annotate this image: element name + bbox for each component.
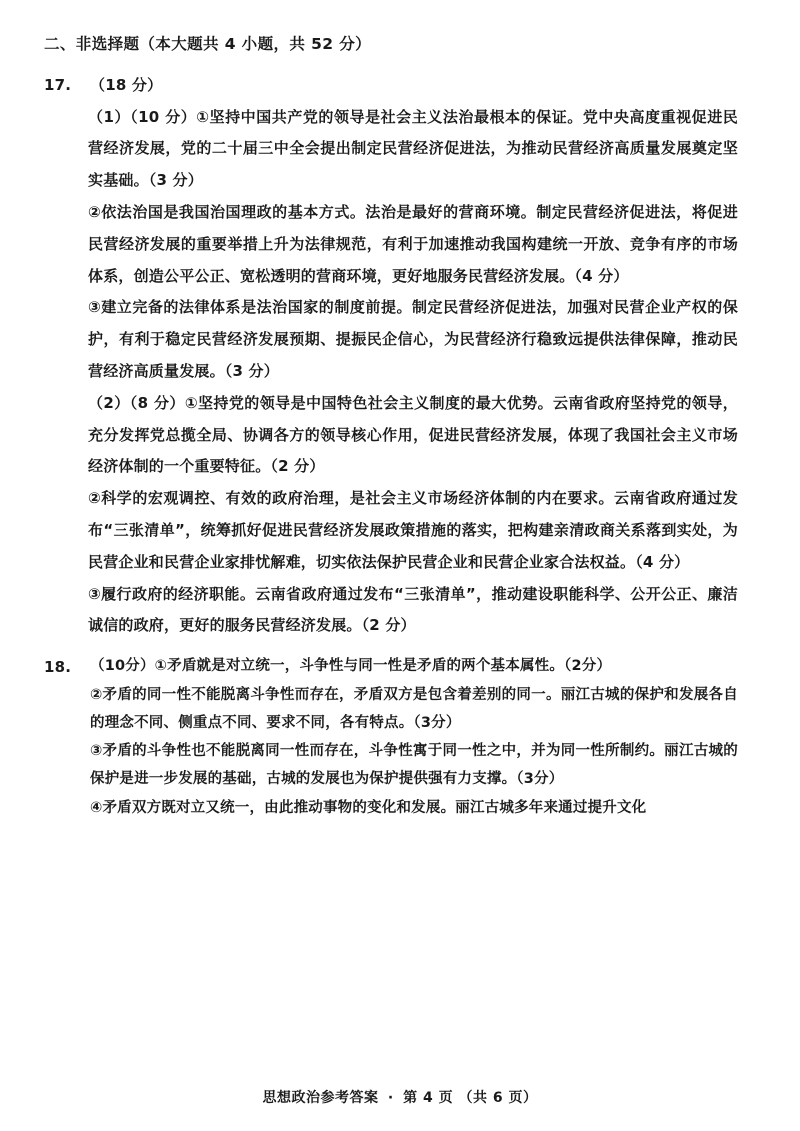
question-18 bbox=[44, 652, 738, 822]
answer-paragraph: （10分）①矛盾就是对立统一，斗争性与同一性是矛盾的两个基本属性。（2分） bbox=[90, 658, 612, 675]
footer-page-total: （共 6 页） bbox=[458, 1090, 538, 1106]
answer-paragraph: （1）（10 分）①坚持中国共产党的领导是社会主义法治最根本的保证。党中央高度重视促进民营经济发展，党的二十届三中全会提出制定民营经济促进法，为推动民营经济高质量发展奠定坚实基础。（3 分） bbox=[88, 107, 738, 190]
footer-subject: 思想政治参考答案 bbox=[262, 1090, 379, 1106]
question-17-number: 17. bbox=[44, 75, 72, 94]
question-18-body bbox=[90, 652, 738, 822]
question-17-score: （18 分） bbox=[90, 75, 163, 94]
answer-paragraph: ④矛盾双方既对立又统一，由此推动事物的变化和发展。丽江古城多年来通过提升文化 bbox=[90, 799, 647, 816]
question-18-number: 18. bbox=[44, 658, 72, 677]
answer-paragraph: ②矛盾的同一性不能脱离斗争性而存在，矛盾双方是包含着差别的同一。丽江古城的保护和发展各自的理念不同、侧重点不同、要求不同，各有特点。（3分） bbox=[90, 686, 738, 731]
page-footer bbox=[0, 1087, 800, 1107]
answer-paragraph: （2）（8 分）①坚持党的领导是中国特色社会主义制度的最大优势。云南省政府坚持党的领导，充分发挥党总揽全局、协调各方的领导核心作用，促进民营经济发展，体现了我国社会主义市场经济体制的一个重要特征。（2 分） bbox=[88, 393, 738, 476]
footer-page-current: 第 4 页 bbox=[403, 1090, 454, 1106]
question-18-header bbox=[44, 652, 738, 822]
section-heading: 二、非选择题（本大题共 4 小题，共 52 分） bbox=[44, 35, 372, 53]
answer-paragraph: ③履行政府的经济职能。云南省政府通过发布“三张清单”，推动建设职能科学、公开公正、廉洁诚信的政府，更好的服务民营经济发展。（2 分） bbox=[88, 584, 738, 635]
answer-paragraph: ③矛盾的斗争性也不能脱离同一性而存在，斗争性寓于同一性之中，并为同一性所制约。丽江古城的保护是进一步发展的基础，古城的发展也为保护提供强有力支撑。（3分） bbox=[90, 743, 738, 788]
answer-paragraph: ②科学的宏观调控、有效的政府治理，是社会主义市场经济体制的内在要求。云南省政府通过发布“三张清单”，统筹抓好促进民营经济发展政策措施的落实，把构建亲清政商关系落到实处，为民营企业和民营企业家排忧解难，切实依法保护民营企业和民营企业家合法权益。（4 分） bbox=[88, 489, 738, 571]
question-17 bbox=[44, 70, 738, 643]
footer-separator: · bbox=[387, 1090, 394, 1106]
question-17-header bbox=[44, 70, 738, 100]
answer-paragraph: ③建立完备的法律体系是法治国家的制度前提。制定民营经济促进法，加强对民营企业产权的保护，有利于稳定民营经济发展预期、提振民企信心，为民营经济行稳致远提供法律保障，推动民营经济高质量发展。（3 分） bbox=[88, 298, 738, 381]
question-17-body bbox=[44, 102, 738, 643]
answer-paragraph: ②依法治国是我国治国理政的基本方式。法治是最好的营商环境。制定民营经济促进法，将促进民营经济发展的重要举措上升为法律规范，有利于加速推动我国构建统一开放、竞争有序的市场体系，创造公平公正、宽松透明的营商环境，更好地服务民营经济发展。（4 分） bbox=[88, 203, 738, 285]
